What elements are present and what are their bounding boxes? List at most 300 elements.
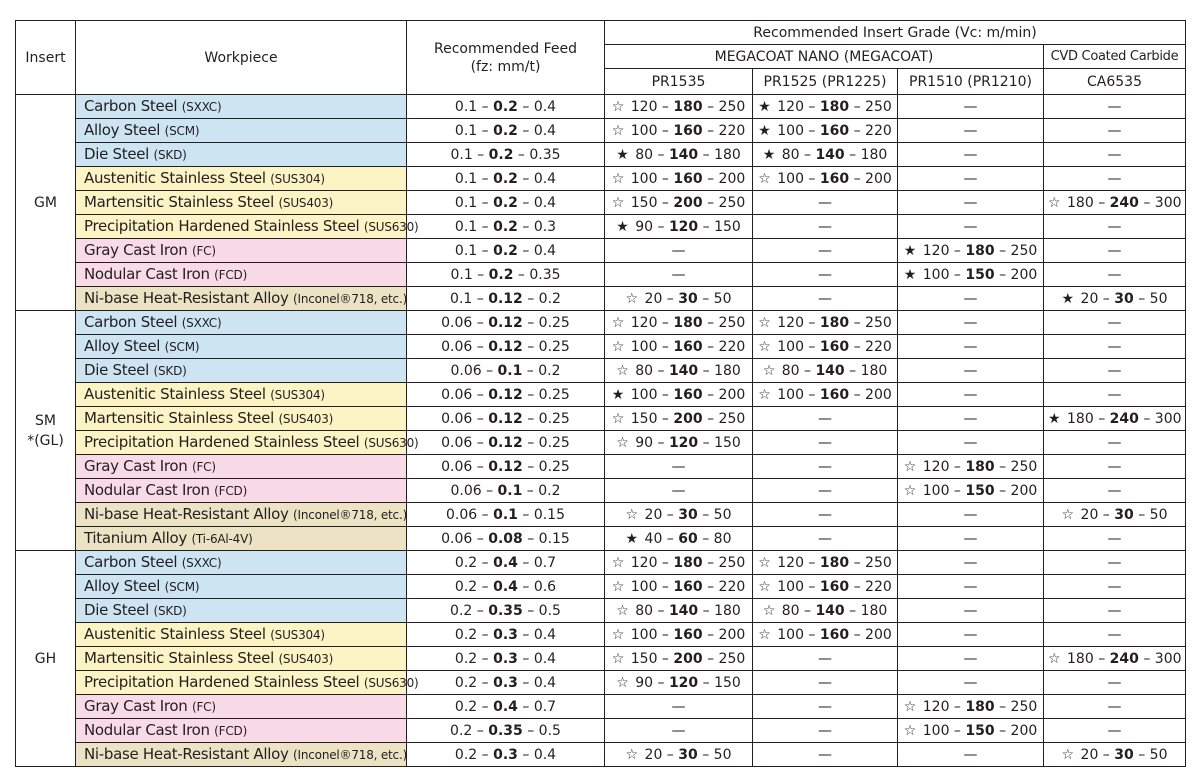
not-applicable-dash: — [1107, 98, 1122, 115]
grade-cell: ★ 20 – 30 – 50 [1044, 287, 1186, 311]
not-applicable-dash: — [1107, 338, 1122, 355]
not-applicable-dash: — [963, 290, 978, 307]
feed-max: 0.35 [529, 146, 561, 163]
speed-min: 80 [635, 602, 654, 619]
feed-cell: 0.2 – 0.35 – 0.5 [407, 719, 605, 743]
grade-cell: ★ 40 – 60 – 80 [605, 527, 753, 551]
grade-cell [1044, 455, 1186, 479]
feed-min: 0.06 [441, 458, 473, 475]
recommended-star-icon: ★ [616, 218, 629, 235]
speed-recommended: 180 [673, 314, 703, 331]
workpiece-code: (SKD) [153, 604, 187, 618]
speed-min: 90 [635, 218, 654, 235]
speed-recommended: 160 [673, 578, 703, 595]
feed-max: 0.3 [533, 218, 557, 235]
grade-cell [898, 647, 1044, 671]
speed-recommended: 160 [673, 386, 703, 403]
feed-cell: 0.2 – 0.3 – 0.4 [407, 743, 605, 767]
speed-min: 100 [630, 170, 658, 187]
grade-cell [753, 719, 898, 743]
alternative-star-icon: ☆ [903, 722, 917, 739]
grade-cell [1044, 431, 1186, 455]
speed-recommended: 160 [819, 170, 850, 187]
header-grade: Recommended Insert Grade (Vc: m/min) [605, 21, 1186, 45]
table-row [16, 239, 1186, 263]
speed-min: 20 [1080, 746, 1099, 763]
grade-cell [898, 191, 1044, 215]
speed-min: 120 [922, 242, 950, 259]
feed-min: 0.1 [454, 122, 478, 139]
speed-min: 20 [644, 506, 663, 523]
alternative-star-icon: ☆ [758, 314, 771, 331]
grade-cell [753, 287, 898, 311]
feed-cell: 0.06 – 0.1 – 0.2 [407, 479, 605, 503]
workpiece-code: (SUS304) [270, 172, 325, 186]
feed-recommended: 0.2 [493, 242, 518, 259]
workpiece-code: (Ti-6Al-4V) [191, 532, 253, 546]
workpiece-cell [76, 455, 407, 479]
table-row [16, 647, 1186, 671]
grade-cell [898, 575, 1044, 599]
speed-min: 20 [1080, 506, 1099, 523]
speed-max: 220 [865, 578, 892, 595]
table-row [16, 215, 1186, 239]
speed-min: 100 [777, 626, 804, 643]
header-workpiece: Workpiece [76, 21, 407, 95]
speed-recommended: 60 [678, 530, 698, 547]
workpiece-name: Austenitic Stainless Steel [84, 625, 266, 643]
feed-recommended: 0.35 [488, 602, 523, 619]
feed-cell: 0.1 – 0.2 – 0.3 [407, 215, 605, 239]
alternative-star-icon: ☆ [903, 482, 917, 499]
feed-min: 0.1 [454, 194, 478, 211]
speed-min: 120 [630, 98, 658, 115]
grade-cell: ☆ 20 – 30 – 50 [605, 503, 753, 527]
not-applicable-dash: — [963, 626, 978, 643]
feed-recommended: 0.2 [493, 218, 518, 235]
not-applicable-dash: — [1107, 386, 1122, 403]
speed-recommended: 140 [815, 362, 845, 379]
speed-min: 80 [781, 362, 800, 379]
table-row [16, 455, 1186, 479]
not-applicable-dash: — [963, 146, 978, 163]
workpiece-name: Nodular Cast Iron [84, 481, 210, 499]
alternative-star-icon: ☆ [758, 170, 771, 187]
feed-min: 0.2 [454, 698, 478, 715]
workpiece-cell [76, 167, 407, 191]
feed-cell: 0.2 – 0.3 – 0.4 [407, 671, 605, 695]
speed-max: 50 [1149, 506, 1168, 523]
feed-cell: 0.1 – 0.2 – 0.4 [407, 167, 605, 191]
workpiece-name: Carbon Steel [84, 553, 178, 571]
workpiece-cell [76, 335, 407, 359]
alternative-star-icon: ☆ [625, 746, 639, 763]
speed-max: 50 [1149, 290, 1168, 307]
grade-cell [753, 215, 898, 239]
grade-cell: ★ 100 – 150 – 200 [898, 263, 1044, 287]
grade-cell [753, 671, 898, 695]
alternative-star-icon: ☆ [758, 554, 771, 571]
grade-cell: ★ 180 – 240 – 300 [1044, 407, 1186, 431]
grade-cell: ☆ 90 – 120 – 150 [605, 431, 753, 455]
workpiece-code: (FCD) [214, 484, 248, 498]
table-row [16, 335, 1186, 359]
grade-cell [898, 551, 1044, 575]
table-row [16, 503, 1186, 527]
speed-max: 200 [1010, 266, 1038, 283]
feed-max: 0.25 [538, 386, 570, 403]
speed-recommended: 140 [815, 602, 845, 619]
grade-cell [898, 335, 1044, 359]
table-row [16, 719, 1186, 743]
workpiece-code: (SUS403) [278, 652, 334, 666]
feed-cell: 0.1 – 0.2 – 0.4 [407, 191, 605, 215]
grade-cell: ★ 80 – 140 – 180 [753, 143, 898, 167]
grade-cell: ☆ 100 – 160 – 200 [753, 167, 898, 191]
grade-cell [753, 239, 898, 263]
feed-cell: 0.1 – 0.2 – 0.4 [407, 239, 605, 263]
feed-recommended: 0.12 [488, 338, 523, 355]
speed-recommended: 120 [668, 674, 699, 691]
workpiece-name: Martensitic Stainless Steel [84, 649, 274, 667]
speed-recommended: 140 [815, 146, 845, 163]
speed-max: 180 [860, 362, 888, 379]
speed-max: 180 [714, 602, 741, 619]
workpiece-name: Carbon Steel [84, 97, 178, 115]
speed-max: 50 [1149, 746, 1168, 763]
speed-min: 120 [777, 314, 804, 331]
speed-min: 100 [630, 338, 658, 355]
speed-max: 250 [718, 98, 746, 115]
speed-recommended: 30 [1114, 746, 1134, 763]
speed-max: 200 [718, 626, 746, 643]
workpiece-cell [76, 671, 419, 695]
not-applicable-dash: — [1107, 674, 1122, 691]
not-applicable-dash: — [818, 674, 832, 691]
grade-cell: ☆ 150 – 200 – 250 [605, 407, 753, 431]
speed-max: 200 [865, 170, 892, 187]
feed-cell: 0.2 – 0.3 – 0.4 [407, 623, 605, 647]
speed-recommended: 140 [668, 362, 699, 379]
feed-recommended: 0.2 [493, 170, 518, 187]
not-applicable-dash: — [818, 218, 832, 235]
alternative-star-icon: ☆ [903, 698, 917, 715]
alternative-star-icon: ☆ [1048, 650, 1061, 667]
not-applicable-dash: — [963, 650, 978, 667]
feed-min: 0.06 [450, 362, 482, 379]
not-applicable-dash: — [1107, 458, 1122, 475]
speed-recommended: 240 [1109, 650, 1139, 667]
feed-min: 0.1 [450, 290, 473, 307]
feed-min: 0.2 [450, 722, 473, 739]
table-row [16, 143, 1186, 167]
feed-max: 0.7 [533, 698, 557, 715]
workpiece-cell [76, 527, 407, 551]
speed-max: 250 [865, 98, 892, 115]
workpiece-name: Gray Cast Iron [84, 697, 188, 715]
grade-cell: ☆ 20 – 30 – 50 [605, 743, 753, 767]
grade-cell: ☆ 150 – 200 – 250 [605, 647, 753, 671]
alternative-star-icon: ☆ [758, 338, 771, 355]
speed-min: 100 [630, 626, 658, 643]
speed-min: 100 [922, 482, 950, 499]
feed-max: 0.35 [529, 266, 561, 283]
grade-cell [753, 431, 898, 455]
not-applicable-dash: — [818, 434, 832, 451]
feed-min: 0.1 [454, 242, 478, 259]
not-applicable-dash: — [818, 482, 832, 499]
grade-cell: ★ 100 – 160 – 200 [605, 383, 753, 407]
alternative-star-icon: ☆ [611, 122, 625, 139]
speed-recommended: 160 [673, 626, 703, 643]
feed-max: 0.4 [533, 122, 557, 139]
feed-cell: 0.06 – 0.12 – 0.25 [407, 383, 605, 407]
grade-cell [1044, 479, 1186, 503]
workpiece-name: Carbon Steel [84, 313, 178, 331]
grade-cell: ☆ 20 – 30 – 50 [605, 287, 753, 311]
feed-cell: 0.1 – 0.2 – 0.4 [407, 119, 605, 143]
workpiece-name: Ni-base Heat-Resistant Alloy [84, 505, 289, 523]
grade-cell: ☆ 100 – 160 – 200 [605, 623, 753, 647]
speed-max: 220 [718, 338, 746, 355]
speed-max: 300 [1154, 194, 1182, 211]
grade-cell [898, 527, 1044, 551]
grade-cell [898, 407, 1044, 431]
not-applicable-dash: — [818, 650, 832, 667]
feed-max: 0.4 [533, 626, 557, 643]
speed-max: 200 [1010, 482, 1038, 499]
alternative-star-icon: ☆ [616, 674, 629, 691]
recommended-star-icon: ★ [762, 146, 776, 163]
feed-max: 0.15 [538, 530, 570, 547]
feed-min: 0.06 [441, 338, 473, 355]
speed-min: 100 [630, 578, 658, 595]
workpiece-name: Precipitation Hardened Stainless Steel [84, 433, 360, 451]
feed-max: 0.2 [538, 362, 561, 379]
workpiece-name: Precipitation Hardened Stainless Steel [84, 673, 360, 691]
workpiece-cell [76, 695, 407, 719]
workpiece-code: (SUS304) [270, 388, 325, 402]
workpiece-name: Alloy Steel [84, 577, 161, 595]
speed-recommended: 140 [668, 146, 699, 163]
speed-max: 250 [865, 314, 892, 331]
grade-cell [753, 527, 898, 551]
speed-recommended: 180 [673, 554, 703, 571]
table-row [16, 623, 1186, 647]
table-row [16, 119, 1186, 143]
grade-cell: ☆ 120 – 180 – 250 [605, 551, 753, 575]
alternative-star-icon: ☆ [611, 626, 625, 643]
speed-max: 250 [1010, 458, 1038, 475]
speed-max: 250 [718, 410, 746, 427]
table-row [16, 263, 1186, 287]
feed-max: 0.25 [538, 458, 570, 475]
not-applicable-dash: — [818, 698, 832, 715]
grade-cell [1044, 311, 1186, 335]
grade-cell [898, 359, 1044, 383]
speed-recommended: 150 [965, 266, 995, 283]
speed-recommended: 160 [673, 170, 703, 187]
workpiece-cell [76, 503, 407, 527]
feed-min: 0.1 [454, 98, 478, 115]
feed-recommended: 0.2 [488, 266, 514, 283]
speed-max: 50 [713, 290, 732, 307]
speed-max: 250 [1010, 698, 1038, 715]
alternative-star-icon: ☆ [611, 194, 625, 211]
workpiece-name: Alloy Steel [84, 121, 161, 139]
recommended-star-icon: ★ [758, 122, 771, 139]
speed-recommended: 200 [673, 410, 703, 427]
feed-min: 0.1 [450, 266, 473, 283]
speed-recommended: 160 [673, 338, 703, 355]
grade-cell: ☆ 120 – 180 – 250 [753, 311, 898, 335]
table-row [16, 431, 1186, 455]
workpiece-name: Nodular Cast Iron [84, 721, 210, 739]
not-applicable-dash: — [963, 746, 978, 763]
grade-cell [1044, 719, 1186, 743]
workpiece-name: Ni-base Heat-Resistant Alloy [84, 289, 289, 307]
feed-max: 0.6 [533, 578, 557, 595]
grade-cell: ☆ 100 – 160 – 200 [753, 623, 898, 647]
feed-min: 0.06 [441, 410, 473, 427]
feed-max: 0.25 [538, 338, 570, 355]
table-row [16, 359, 1186, 383]
feed-min: 0.1 [454, 218, 478, 235]
grade-cell [1044, 551, 1186, 575]
grade-cell [605, 719, 753, 743]
workpiece-cell [76, 647, 407, 671]
grade-cell [605, 263, 753, 287]
not-applicable-dash: — [1107, 122, 1122, 139]
feed-min: 0.1 [454, 170, 478, 187]
speed-recommended: 240 [1109, 194, 1139, 211]
workpiece-code: (SCM) [164, 124, 200, 138]
workpiece-code: (Inconel®718, etc.) [293, 292, 408, 306]
feed-max: 0.15 [533, 506, 565, 523]
grade-cell [898, 623, 1044, 647]
speed-min: 100 [777, 386, 804, 403]
alternative-star-icon: ☆ [625, 290, 639, 307]
speed-recommended: 180 [673, 98, 703, 115]
grade-cell [753, 407, 898, 431]
not-applicable-dash: — [818, 530, 832, 547]
feed-recommended: 0.1 [497, 362, 523, 379]
feed-recommended: 0.1 [497, 482, 523, 499]
header-grade-ca6535: CA6535 [1044, 69, 1186, 95]
feed-cell: 0.06 – 0.08 – 0.15 [407, 527, 605, 551]
workpiece-cell [76, 551, 407, 575]
feed-min: 0.1 [450, 146, 473, 163]
grade-cell: ☆ 90 – 120 – 150 [605, 671, 753, 695]
speed-min: 20 [644, 290, 663, 307]
speed-recommended: 180 [965, 698, 995, 715]
workpiece-name: Gray Cast Iron [84, 241, 188, 259]
grade-cell: ☆ 120 – 180 – 250 [753, 551, 898, 575]
feed-max: 0.4 [533, 746, 557, 763]
feed-recommended: 0.12 [488, 434, 523, 451]
table-row [16, 479, 1186, 503]
table-row [16, 167, 1186, 191]
feed-cell: 0.1 – 0.2 – 0.35 [407, 263, 605, 287]
not-applicable-dash: — [1107, 218, 1122, 235]
feed-recommended: 0.4 [493, 554, 518, 571]
speed-max: 80 [713, 530, 732, 547]
workpiece-name: Die Steel [84, 601, 150, 619]
grade-cell: ☆ 120 – 180 – 250 [898, 695, 1044, 719]
speed-recommended: 160 [819, 386, 850, 403]
not-applicable-dash: — [1107, 698, 1122, 715]
grade-cell [753, 647, 898, 671]
speed-max: 220 [718, 578, 746, 595]
speed-recommended: 150 [965, 482, 995, 499]
speed-max: 250 [1010, 242, 1038, 259]
speed-max: 250 [718, 554, 746, 571]
alternative-star-icon: ☆ [611, 650, 625, 667]
insert-label: GM [34, 194, 57, 211]
speed-recommended: 200 [673, 650, 703, 667]
feed-recommended: 0.2 [493, 122, 518, 139]
feed-recommended: 0.12 [488, 386, 523, 403]
grade-cell [898, 431, 1044, 455]
workpiece-code: (SUS304) [270, 628, 325, 642]
feed-max: 0.5 [538, 722, 561, 739]
not-applicable-dash: — [671, 698, 686, 715]
not-applicable-dash: — [671, 458, 686, 475]
grade-cell [753, 695, 898, 719]
speed-recommended: 160 [819, 122, 850, 139]
feed-cell: 0.06 – 0.1 – 0.2 [407, 359, 605, 383]
speed-min: 90 [635, 674, 654, 691]
feed-recommended: 0.3 [493, 674, 518, 691]
workpiece-cell [76, 311, 407, 335]
speed-max: 220 [718, 122, 746, 139]
workpiece-name: Alloy Steel [84, 337, 161, 355]
feed-max: 0.4 [533, 674, 557, 691]
feed-max: 0.5 [538, 602, 561, 619]
speed-min: 150 [630, 194, 658, 211]
speed-max: 150 [714, 674, 741, 691]
insert-label: *(GL) [27, 432, 64, 449]
not-applicable-dash: — [1107, 602, 1122, 619]
feed-min: 0.06 [441, 314, 473, 331]
not-applicable-dash: — [1107, 242, 1122, 259]
workpiece-code: (FCD) [214, 268, 248, 282]
not-applicable-dash: — [963, 338, 978, 355]
workpiece-code: (Inconel®718, etc.) [293, 508, 408, 522]
workpiece-code: (FC) [191, 244, 216, 258]
table-row [16, 671, 1186, 695]
not-applicable-dash: — [963, 578, 978, 595]
workpiece-cell [76, 575, 407, 599]
grade-cell [1044, 599, 1186, 623]
grade-cell [1044, 623, 1186, 647]
speed-min: 100 [777, 578, 804, 595]
feed-recommended: 0.4 [493, 578, 518, 595]
speed-max: 220 [865, 122, 892, 139]
speed-recommended: 180 [965, 458, 995, 475]
not-applicable-dash: — [963, 506, 978, 523]
feed-max: 0.4 [533, 98, 557, 115]
workpiece-cell [76, 191, 407, 215]
feed-recommended: 0.1 [493, 506, 518, 523]
alternative-star-icon: ☆ [762, 362, 776, 379]
speed-min: 90 [635, 434, 654, 451]
speed-recommended: 120 [668, 434, 699, 451]
grade-cell [605, 455, 753, 479]
feed-recommended: 0.2 [488, 146, 514, 163]
feed-min: 0.06 [446, 506, 478, 523]
workpiece-name: Austenitic Stainless Steel [84, 385, 266, 403]
